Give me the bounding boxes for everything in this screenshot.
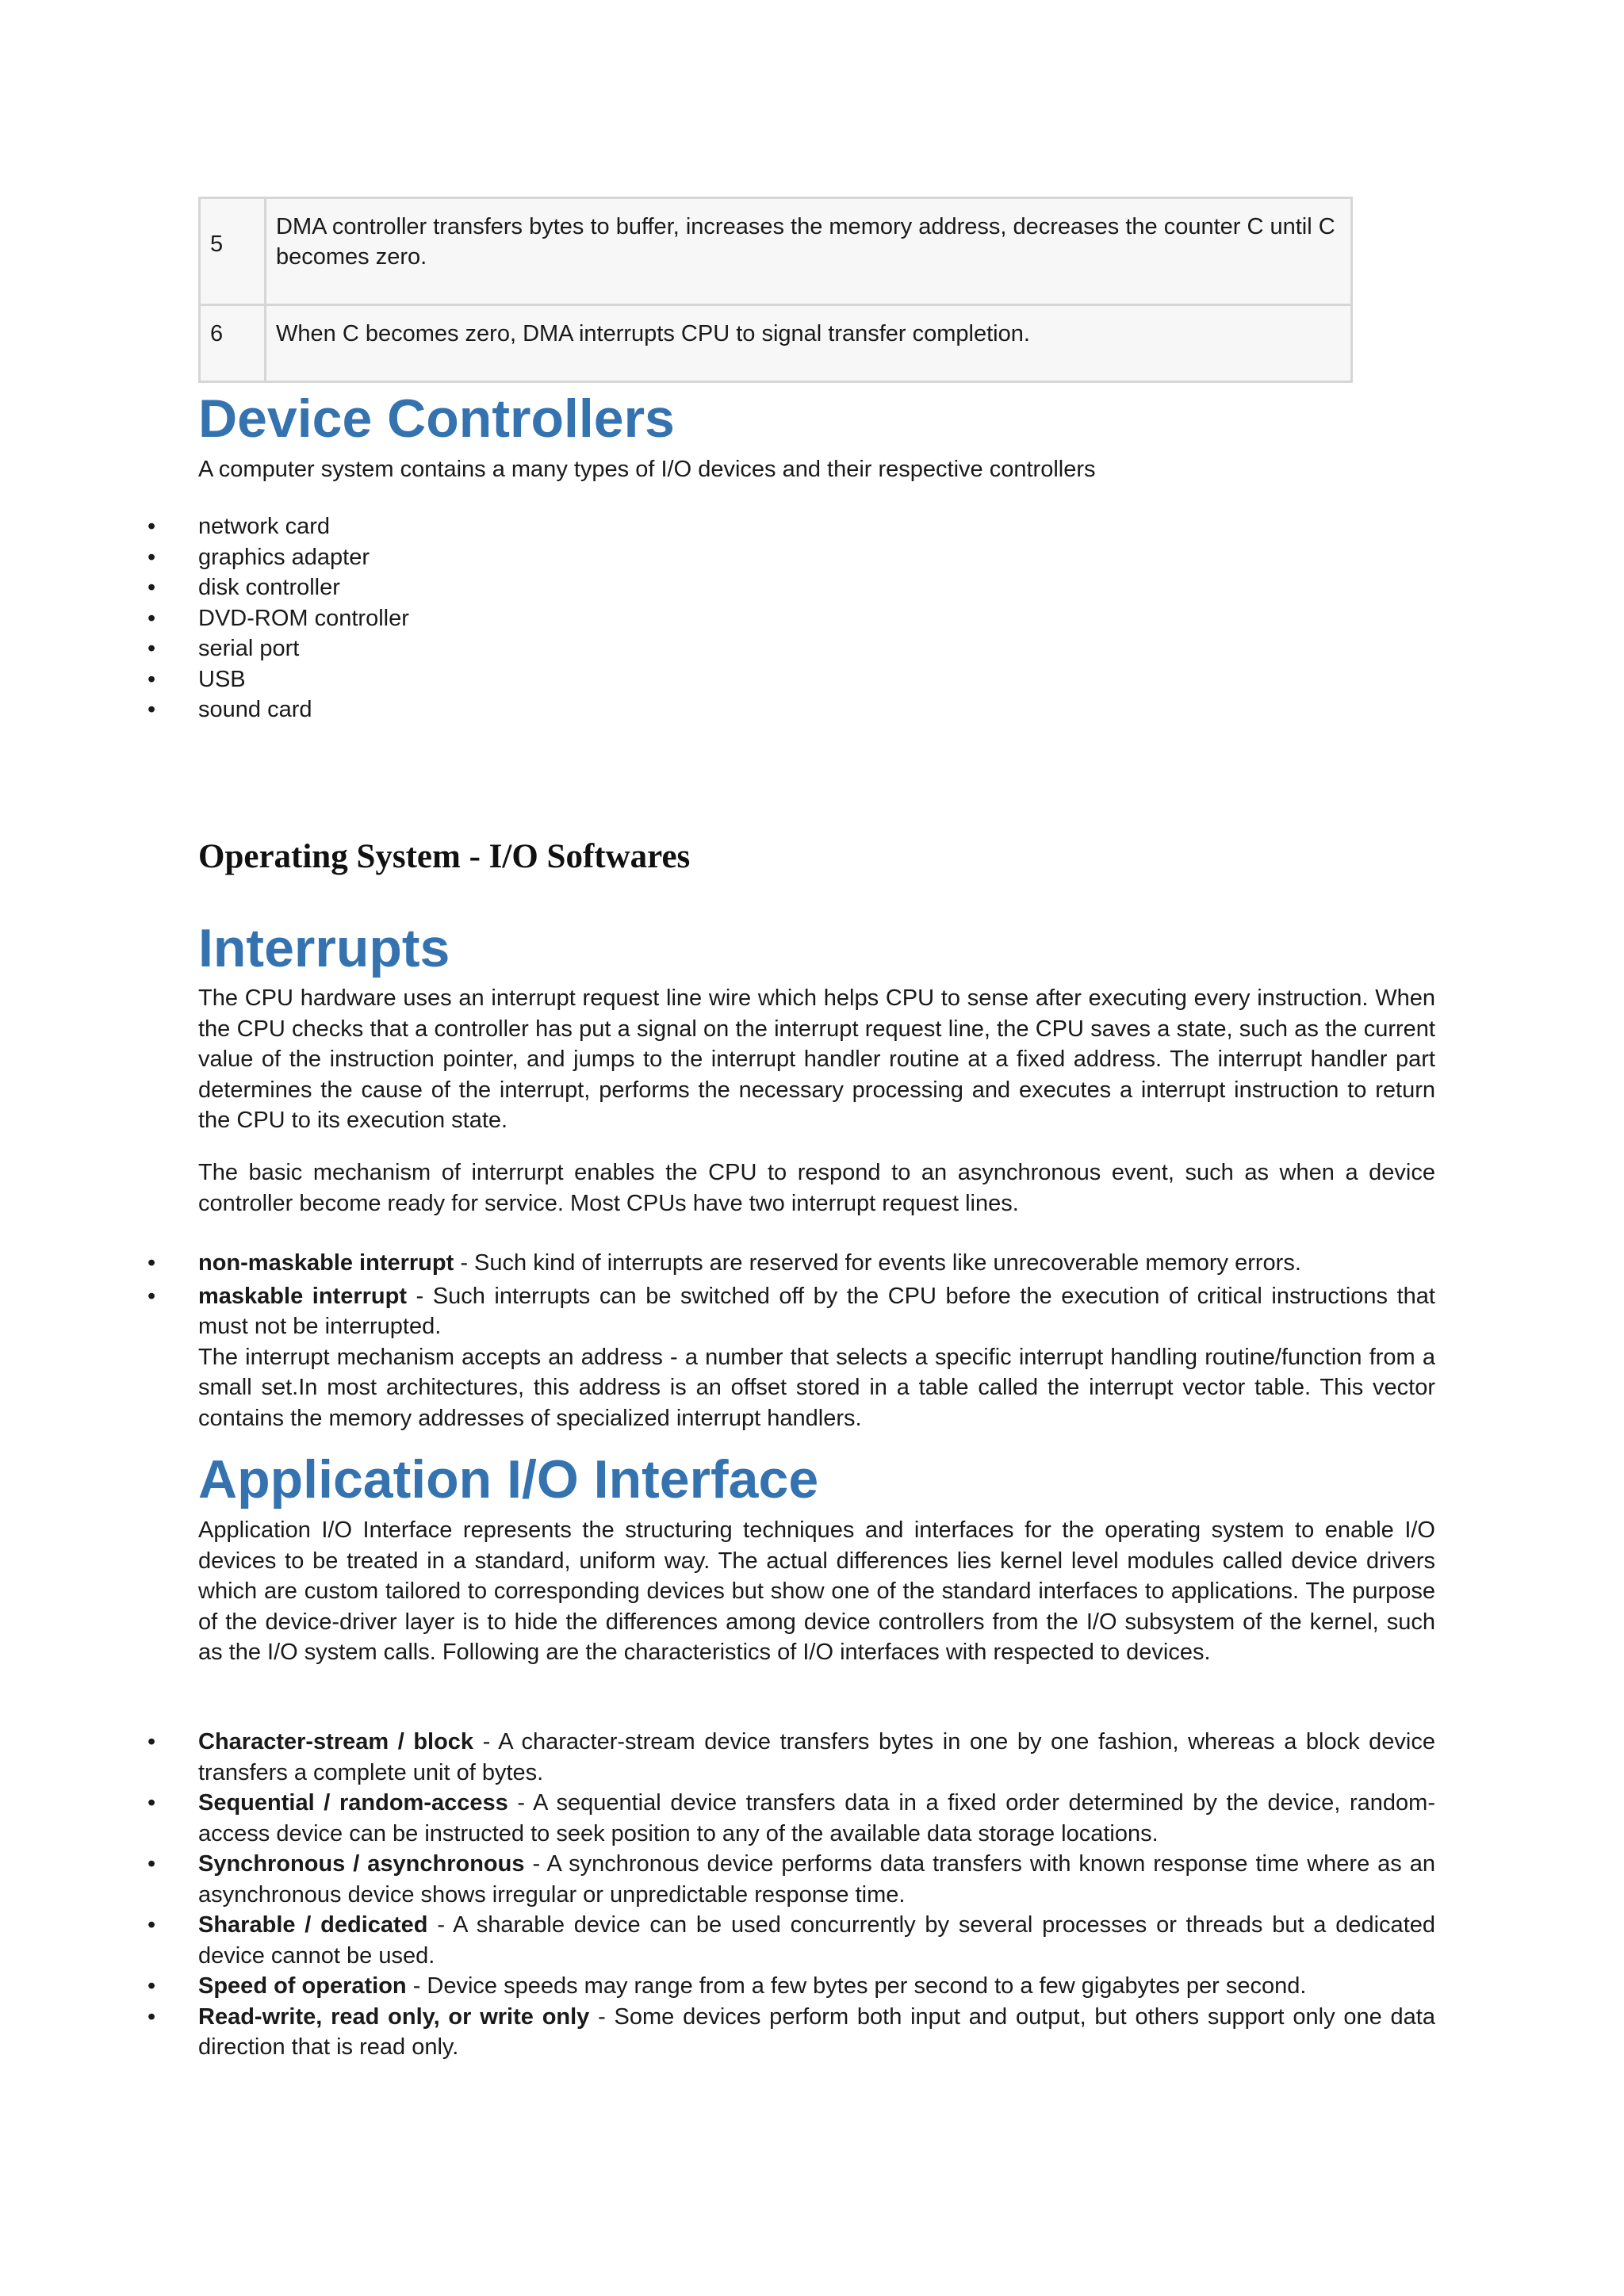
- bullet-icon: •: [147, 544, 156, 570]
- list-item: • network card: [0, 511, 1435, 542]
- bullet-icon: •: [147, 2003, 156, 2030]
- bullet-icon: •: [147, 1250, 156, 1276]
- device-controllers-list: [0, 511, 1435, 725]
- list-term: Character-stream / block: [198, 1729, 474, 1755]
- list-item: • Sharable / dedicated - A sharable device can be used concurrently by several processes or threads but a dedicated device cannot be used.: [0, 1910, 1435, 1971]
- list-item: • Character-stream / block - A character-stream device transfers bytes in one by one fashion, whereas a block device transfers a complete unit of bytes.: [0, 1727, 1435, 1788]
- bullet-icon: •: [147, 1912, 156, 1938]
- step-description: When C becomes zero, DMA interrupts CPU to signal transfer completion.: [266, 305, 1352, 382]
- bullet-icon: •: [147, 514, 156, 539]
- step-number: 6: [200, 305, 266, 382]
- list-item: • Speed of operation - Device speeds may range from a few bytes per second to a few gigabytes per second.: [0, 1971, 1435, 2002]
- list-item: • sound card: [0, 695, 1435, 725]
- interrupt-vector-note: The interrupt mechanism accepts an address - a number that selects a specific interrupt handling routine/function from a small set.In most architectures, this address is an offset stored in a table called the interrupt vector table. This vector contains the memory addresses of specialized interrupt handlers.: [198, 1344, 1435, 1431]
- list-term: non-maskable interrupt: [198, 1250, 454, 1276]
- interrupt-types-list: [0, 1248, 1435, 1433]
- list-item: • serial port: [0, 633, 1435, 664]
- list-term: maskable interrupt: [198, 1283, 407, 1309]
- list-item: • Sequential / random-access - A sequential device transfers data in a fixed order determined by the device, random-access device can be instructed to seek position to any of the available data storage locations.: [0, 1788, 1435, 1849]
- list-term: Sequential / random-access: [198, 1790, 508, 1816]
- list-item: • disk controller: [0, 572, 1435, 603]
- bullet-icon: •: [147, 1283, 156, 1309]
- list-term: Synchronous / asynchronous: [198, 1851, 525, 1877]
- bullet-icon: •: [147, 636, 156, 661]
- list-term: Speed of operation: [198, 1973, 407, 1999]
- application-io-heading: Application I/O Interface: [198, 1449, 819, 1510]
- bullet-icon: •: [147, 1729, 156, 1755]
- bullet-icon: •: [147, 1851, 156, 1877]
- bullet-icon: •: [147, 1790, 156, 1816]
- list-item: • DVD-ROM controller: [0, 603, 1435, 634]
- bullet-icon: •: [147, 666, 156, 692]
- interrupts-paragraph-2: The basic mechanism of interrurpt enables the CPU to respond to an asynchronous event, such as when a device controller become ready for service. Most CPUs have two interrupt request lines.: [198, 1160, 1435, 1216]
- io-softwares-heading: Operating System - I/O Softwares: [198, 838, 691, 875]
- bullet-icon: •: [147, 575, 156, 600]
- bullet-icon: •: [147, 697, 156, 722]
- table-row: [200, 305, 1352, 382]
- list-term: Sharable / dedicated: [198, 1912, 428, 1938]
- list-term: Read-write, read only, or write only: [198, 2003, 590, 2030]
- dma-steps-table: [198, 197, 1353, 383]
- step-description: DMA controller transfers bytes to buffer, increases the memory address, decreases the counter C until C becomes zero.: [266, 198, 1352, 305]
- step-number: 5: [200, 198, 266, 305]
- bullet-icon: •: [147, 605, 156, 631]
- io-characteristics-list: [0, 1727, 1435, 2063]
- interrupts-paragraph-1: The CPU hardware uses an interrupt request line wire which helps CPU to sense after executing every instruction. When the CPU checks that a controller has put a signal on the interrupt request line, the CPU saves a state, such as the current value of the instruction pointer, and jumps to the interrupt handler routine at a fixed address. The interrupt handler part determines the cause of the interrupt, performs the necessary processing and executes a interrupt instruction to return the CPU to its execution state.: [198, 985, 1435, 1133]
- list-item: • Synchronous / asynchronous - A synchronous device performs data transfers with known response time where as an asynchronous device shows irregular or unpredictable response time.: [0, 1849, 1435, 1910]
- application-io-paragraph: Application I/O Interface represents the structuring techniques and interfaces for the operating system to enable I/O devices to be treated in a standard, uniform way. The actual differences lies kernel level modules called device drivers which are custom tailored to corresponding devices but show one of the standard interfaces to applications. The purpose of the device-driver layer is to hide the differences among device controllers from the I/O subsystem of the kernel, such as the I/O system calls. Following are the characteristics of I/O interfaces with respected to devices.: [198, 1517, 1435, 1665]
- list-item: • maskable interrupt - Such interrupts can be switched off by the CPU before the execution of critical instructions that must not be interrupted. The interrupt mechanism accepts an address - a number that selects a specific interrupt handling routine/function from a small set.In most architectures, this address is an offset stored in a table called the interrupt vector table. This vector contains the memory addresses of specialized interrupt handlers.: [0, 1281, 1435, 1434]
- device-controllers-heading: Device Controllers: [198, 388, 675, 449]
- list-item: • non-maskable interrupt - Such kind of interrupts are reserved for events like unrecoverable memory errors.: [0, 1248, 1435, 1279]
- bullet-icon: •: [147, 1973, 156, 1999]
- list-item: • graphics adapter: [0, 542, 1435, 573]
- table-row: [200, 198, 1352, 305]
- device-controllers-intro: A computer system contains a many types of I/O devices and their respective controllers: [198, 457, 1096, 482]
- interrupts-heading: Interrupts: [198, 918, 450, 978]
- list-item: • Read-write, read only, or write only - Some devices perform both input and output, but others support only one data direction that is read only.: [0, 2002, 1435, 2063]
- list-item: • USB: [0, 664, 1435, 695]
